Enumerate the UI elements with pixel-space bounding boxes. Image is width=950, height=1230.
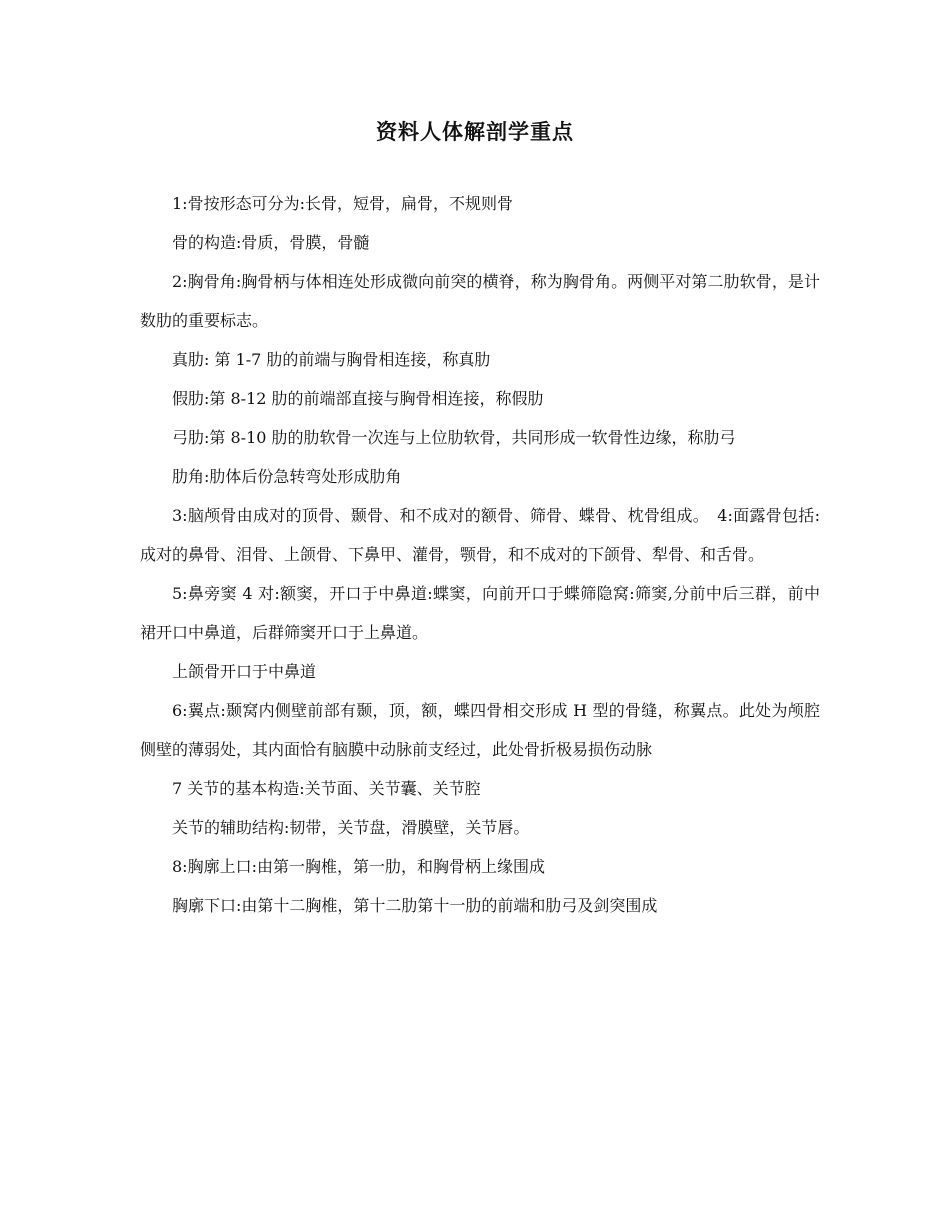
paragraph-joint-auxiliary: 关节的辅助结构:韧带，关节盘，滑膜壁，关节唇。 <box>172 818 530 837</box>
paragraph-sternal-angle: 2:胸骨角:胸骨柄与体相连处形成微向前突的横脊，称为胸骨角。两侧平对第二肋软骨，是计数肋的重要标志。 <box>140 272 820 330</box>
paragraph-pterion: 6:翼点:颞窝内侧壁前部有颞，顶，额，蝶四骨相交形成 H 型的骨缝，称翼点。此处为颅腔侧壁的薄弱处，其内面恰有脑膜中动脉前支经过，此处骨折极易损伤动脉 <box>140 701 820 759</box>
paragraph-bone-shapes: 1:骨按形态可分为:长骨，短骨，扁骨，不规则骨 <box>172 194 513 213</box>
paragraph-costal-arch: 弓肋:第 8-10 肋的肋软骨一次连与上位肋软骨，共同形成一软骨性边缘，称肋弓 <box>172 428 736 447</box>
paragraph-joint-structure: 7 关节的基本构造:关节面、关节囊、关节腔 <box>172 779 481 798</box>
paragraph-skull-bones: 3:脑颅骨由成对的顶骨、颞骨、和不成对的额骨、筛骨、蝶骨、枕骨组成。 4:面露骨包括:成对的鼻骨、泪骨、上颌骨、下鼻甲、灌骨，颚骨，和不成对的下颌骨、犁骨、和舌骨。 <box>140 506 820 564</box>
document-title: 资料人体解剖学重点 <box>376 119 574 144</box>
paragraph-thoracic-inlet: 8:胸廓上口:由第一胸椎，第一肋，和胸骨柄上缘围成 <box>172 857 545 876</box>
paragraph-maxillary-sinus: 上颌骨开口于中鼻道 <box>172 662 317 681</box>
paragraph-paranasal-sinuses: 5:鼻旁窦 4 对:额窦，开口于中鼻道:蝶窦，向前开口于蝶筛隐窝:筛窦,分前中后三群，前中裙开口中鼻道，后群筛窦开口于上鼻道。 <box>140 584 820 642</box>
document-body <box>140 184 820 925</box>
paragraph-thoracic-outlet: 胸廓下口:由第十二胸椎，第十二肋第十一肋的前端和肋弓及剑突围成 <box>172 896 658 915</box>
paragraph-bone-structure: 骨的构造:骨质，骨膜，骨髓 <box>172 233 370 252</box>
paragraph-true-ribs: 真肋: 第 1-7 肋的前端与胸骨相连接，称真肋 <box>172 350 491 369</box>
paragraph-false-ribs: 假肋:第 8-12 肋的前端部直接与胸骨相连接，称假肋 <box>172 389 544 408</box>
paragraph-costal-angle: 肋角:肋体后份急转弯处形成肋角 <box>172 467 402 486</box>
